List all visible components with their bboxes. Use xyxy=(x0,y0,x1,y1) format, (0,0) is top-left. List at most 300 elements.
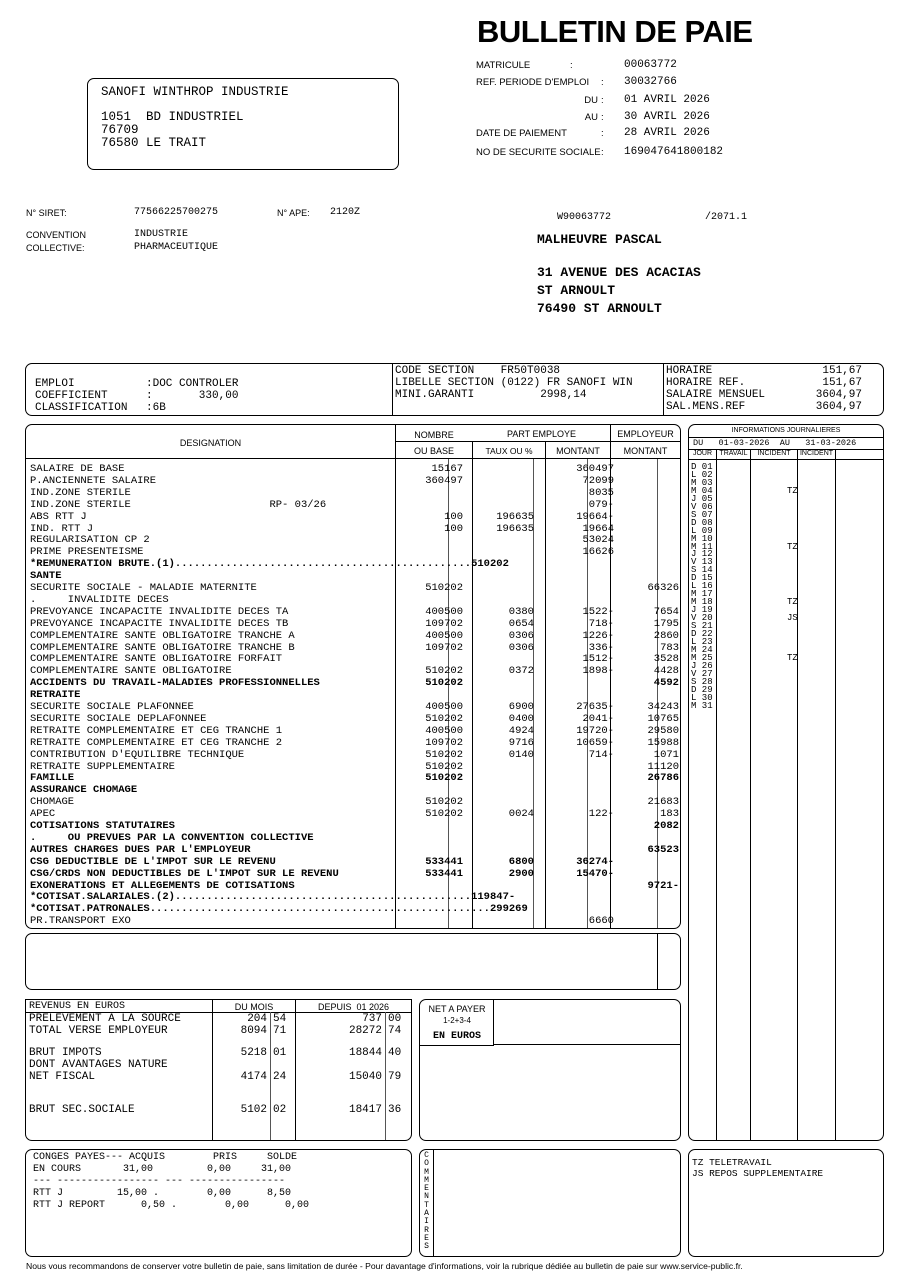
table-row xyxy=(30,891,675,903)
row-designation: ASSURANCE CHOMAGE xyxy=(30,784,138,797)
revenus-cumul-dec: 40 xyxy=(388,1047,402,1059)
table-row xyxy=(30,523,675,535)
coef-value: : 330,00 xyxy=(146,390,239,402)
row-designation: CSG/CRDS NON DEDUCTIBLES DE L'IMPOT SUR LE REVENU xyxy=(30,867,339,880)
employeur-header: EMPLOYEUR xyxy=(617,429,674,439)
journal-incident: TZ xyxy=(787,597,798,608)
header-info-label: DATE DE PAIEMENT xyxy=(476,128,567,139)
row-montant-employeur: 11120 xyxy=(647,760,679,773)
employee-ref2: /2071.1 xyxy=(705,212,748,223)
journal-day: M 25 xyxy=(691,652,713,663)
legend-tz: TZ TELETRAVAIL xyxy=(692,1157,772,1168)
designation-header: DESIGNATION xyxy=(179,438,242,448)
header-info-value: 169047641800182 xyxy=(624,146,724,158)
table-row xyxy=(30,558,675,570)
row-designation: SECURITE SOCIALE PLAFONNEE xyxy=(30,701,194,713)
conges-separator: --- ----------------- --- ---------------- xyxy=(33,1176,286,1187)
row-designation: IND.ZONE STERILE xyxy=(30,486,131,499)
journal-day: V 20 xyxy=(691,613,713,624)
table-row xyxy=(30,760,679,773)
row-montant-employe: 1512- xyxy=(582,653,614,666)
row-base: 100 xyxy=(444,510,463,523)
journal-col-incident-1: INCIDENT xyxy=(757,450,791,457)
journal-col-jour: JOUR xyxy=(692,450,713,457)
row-montant-employeur: 63523 xyxy=(647,843,679,856)
row-base: 100 xyxy=(444,522,463,535)
du-mois-header: DU MOIS xyxy=(234,1002,274,1012)
row-designation: SANTE xyxy=(30,570,62,583)
row-taux: 2900 xyxy=(508,867,534,880)
row-montant-employe: 2041- xyxy=(582,712,614,725)
net-formula: 1-2+3-4 xyxy=(443,1016,471,1025)
blank-box xyxy=(25,933,681,990)
header-info-value: 30032766 xyxy=(624,76,677,88)
journal-day: M 11 xyxy=(691,541,713,552)
journal-box xyxy=(688,424,884,1141)
row-montant-employe: 27635- xyxy=(576,701,614,713)
row-designation: PREVOYANCE INCAPACITE INVALIDITE DECES TA xyxy=(30,605,289,618)
header-info-sep: : xyxy=(601,77,604,88)
journal-day: L 09 xyxy=(691,525,713,536)
header-info-label: NO DE SECURITE SOCIALE xyxy=(476,147,601,158)
row-montant-employeur: 15988 xyxy=(647,736,679,749)
journal-incident: TZ xyxy=(787,485,798,496)
header-info-value: 01 AVRIL 2026 xyxy=(624,94,710,106)
row-montant-employeur: 66326 xyxy=(647,582,679,594)
row-montant-employe: 122- xyxy=(588,808,614,821)
row-designation: *COTISAT.SALARIALES.(2)...............................................119847- xyxy=(30,891,516,904)
revenus-cumul-int: 28272 xyxy=(348,1025,382,1037)
journal-day: J 12 xyxy=(691,549,713,560)
journal-day: D 08 xyxy=(691,517,713,528)
row-designation: PR.TRANSPORT EXO xyxy=(30,915,131,928)
montant2-header: MONTANT xyxy=(623,446,668,456)
row-montant-employeur: 26786 xyxy=(647,772,679,785)
header-info-value: 30 AVRIL 2026 xyxy=(624,111,710,123)
row-montant-employeur: 34243 xyxy=(647,701,679,713)
revenus-cumul-int: 737 xyxy=(362,1013,382,1025)
row-designation: ACCIDENTS DU TRAVAIL-MALADIES PROFESSIONNELLES xyxy=(30,677,320,690)
journal-day: D 15 xyxy=(691,573,713,584)
table-row xyxy=(30,605,679,618)
journal-day: V 06 xyxy=(691,501,713,512)
row-taux: 0024 xyxy=(508,808,534,821)
row-montant-employe: 1898- xyxy=(582,665,614,678)
row-designation: FAMILLE xyxy=(30,772,75,785)
row-taux: 0400 xyxy=(508,712,534,725)
row-montant-employe: 19720- xyxy=(576,724,614,737)
nombre-header: NOMBRE xyxy=(414,430,454,440)
row-taux: 0140 xyxy=(508,748,534,761)
table-row xyxy=(30,724,679,737)
row-taux: 196635 xyxy=(496,522,534,535)
journal-day: M 04 xyxy=(691,485,713,496)
table-row xyxy=(30,856,675,868)
header-info-label: REF. PERIODE D'EMPLOI xyxy=(476,77,590,88)
ape-label: N° APE: xyxy=(277,208,310,218)
revenus-mois-dec: 01 xyxy=(273,1047,287,1059)
journal-day: V 27 xyxy=(691,668,713,679)
horaire-ref-value: 151,67 xyxy=(822,377,862,389)
revenus-label: PRELEVEMENT A LA SOURCE xyxy=(29,1013,181,1025)
journal-day: L 23 xyxy=(691,636,713,647)
revenus-mois-dec: 71 xyxy=(273,1025,287,1037)
row-designation: P.ANCIENNETE SALAIRE xyxy=(30,474,157,487)
journal-day: L 30 xyxy=(691,692,713,703)
journal-day: D 22 xyxy=(691,628,713,639)
mini-garanti: MINI.GARANTI 2998,14 xyxy=(395,389,587,401)
row-montant-employeur: 183 xyxy=(660,808,679,821)
journal-day: M 17 xyxy=(691,589,713,600)
employee-name: MALHEUVRE PASCAL xyxy=(537,232,662,247)
revenus-mois-int: 204 xyxy=(247,1013,267,1025)
table-row xyxy=(30,570,675,582)
row-montant-employe: 1522- xyxy=(582,605,614,618)
row-montant-employe: 15470- xyxy=(576,867,614,880)
row-base: 510202 xyxy=(425,772,463,785)
montant-header: MONTANT xyxy=(556,446,600,456)
revenus-cumul-dec: 79 xyxy=(388,1071,402,1083)
table-row xyxy=(30,641,679,654)
journal-day: M 03 xyxy=(691,477,713,488)
row-designation: ABS RTT J xyxy=(30,510,87,523)
table-row xyxy=(30,879,679,892)
employee-addr2: ST ARNOULT xyxy=(537,283,616,298)
row-montant-employeur: 9721- xyxy=(647,879,679,892)
journal-day: J 26 xyxy=(691,660,713,671)
revenus-label: BRUT IMPOTS xyxy=(29,1047,102,1059)
revenus-mois-int: 5218 xyxy=(240,1047,267,1059)
journal-day: L 16 xyxy=(691,581,713,592)
revenus-cumul-int: 18844 xyxy=(348,1047,382,1059)
part-employe-header: PART EMPLOYE xyxy=(506,429,577,439)
employee-addr3: 76490 ST ARNOULT xyxy=(537,301,662,316)
table-row xyxy=(30,677,679,690)
libelle-section: LIBELLE SECTION (0122) FR SANOFI WIN xyxy=(395,377,633,389)
row-taux: 0380 xyxy=(508,605,534,618)
table-row xyxy=(30,689,675,701)
journal-day: J 05 xyxy=(691,493,713,504)
row-taux: 196635 xyxy=(496,510,534,523)
journal-day: M 24 xyxy=(691,644,713,655)
horaire-label: HORAIRE xyxy=(666,365,713,377)
row-base: 510202 xyxy=(425,808,463,821)
row-designation: RETRAITE xyxy=(30,689,81,702)
row-montant-employe: 36274- xyxy=(576,855,614,868)
revenus-label: TOTAL VERSE EMPLOYEUR xyxy=(29,1025,168,1037)
row-designation: COMPLEMENTAIRE SANTE OBLIGATOIRE FORFAIT xyxy=(30,653,283,666)
conges-rtt-j-report: RTT J REPORT 0,50 . 0,00 0,00 xyxy=(33,1200,310,1211)
table-row xyxy=(30,653,679,666)
row-base: 533441 xyxy=(425,867,463,880)
table-row xyxy=(30,511,675,523)
row-base: 510202 xyxy=(425,712,463,725)
footer-note: Nous vous recommandons de conserver votre bulletin de paie, sans limitation de durée - Pour davantage d'informations, voir la rubrique dédiée au bulletin de paie sur www.service-public.fr. xyxy=(26,1261,743,1271)
journal-day: V 13 xyxy=(691,557,713,568)
row-montant-employe: 079- xyxy=(588,498,614,511)
row-designation: RETRAITE SUPPLEMENTAIRE xyxy=(30,760,175,773)
salaire-mensuel-label: SALAIRE MENSUEL xyxy=(666,389,766,401)
revenus-title: REVENUS EN EUROS xyxy=(29,1001,126,1012)
revenus-mois-dec: 02 xyxy=(273,1104,287,1116)
row-base: 109702 xyxy=(425,617,463,630)
header-info-label: DU xyxy=(584,95,598,106)
journal-period: DU 01-03-2026 AU 31-03-2026 xyxy=(693,438,857,448)
header-info-sep: : xyxy=(601,128,604,139)
row-designation: IND.ZONE STERILE RP- 03/26 xyxy=(30,498,327,511)
taux-header: TAUX OU % xyxy=(485,446,533,456)
row-taux: 4924 xyxy=(508,724,534,737)
revenus-label: BRUT SEC.SOCIALE xyxy=(29,1104,135,1116)
row-montant-employeur: 2860 xyxy=(653,629,679,642)
row-base: 510202 xyxy=(425,760,463,773)
row-montant-employe: 714- xyxy=(588,748,614,761)
conges-rtt-j: RTT J 15,00 . 0,00 8,50 xyxy=(33,1188,292,1199)
row-taux: 0306 xyxy=(508,629,534,642)
commentaires-text: COMMENTAIRES xyxy=(424,1151,429,1252)
table-row xyxy=(30,748,679,761)
row-montant-employe: 72099 xyxy=(582,474,614,487)
convention-value-1: INDUSTRIE xyxy=(134,229,189,240)
journal-col-incident-2: INCIDENT xyxy=(799,450,834,457)
header-info-sep: : xyxy=(601,147,604,158)
ape-value: 2120Z xyxy=(330,207,361,218)
row-montant-employeur: 4592 xyxy=(653,677,679,690)
emploi-value: :DOC CONTROLER xyxy=(146,378,239,390)
journal-day: M 31 xyxy=(691,700,713,711)
horaire-value: 151,67 xyxy=(822,365,862,377)
siret-value: 77566225700275 xyxy=(134,207,219,218)
convention-label-1: CONVENTION xyxy=(26,230,87,240)
row-montant-employeur: 10765 xyxy=(647,712,679,725)
journal-day: S 21 xyxy=(691,621,713,631)
row-taux: 0654 xyxy=(508,617,534,630)
revenus-cumul-dec: 74 xyxy=(388,1025,402,1037)
row-montant-employeur: 7654 xyxy=(653,605,679,618)
row-designation: COMPLEMENTAIRE SANTE OBLIGATOIRE TRANCHE A xyxy=(30,629,295,642)
net-currency: EN EUROS xyxy=(432,1031,481,1042)
row-montant-employe: 53024 xyxy=(582,534,614,547)
row-montant-employeur: 1795 xyxy=(653,617,679,630)
employer-name: SANOFI WINTHROP INDUSTRIE xyxy=(101,85,289,99)
row-designation: EXONERATIONS ET ALLEGEMENTS DE COTISATIONS xyxy=(30,879,295,892)
ou-base-header: OU BASE xyxy=(413,446,454,456)
table-row xyxy=(30,915,675,927)
row-taux: 6800 xyxy=(508,855,534,868)
row-base: 360497 xyxy=(425,474,463,487)
table-row xyxy=(30,665,679,678)
row-base: 510202 xyxy=(425,582,463,594)
header-info-label: AU xyxy=(584,112,598,123)
header-info-sep: : xyxy=(601,112,604,123)
revenus-mois-dec: 54 xyxy=(273,1013,287,1025)
journal-day: M 18 xyxy=(691,597,713,608)
journal-col-travail: TRAVAIL xyxy=(719,450,748,457)
revenus-label: NET FISCAL xyxy=(29,1071,96,1083)
row-montant-employe: 19664 xyxy=(582,522,614,535)
row-base: 400500 xyxy=(425,701,463,713)
journal-incident: TZ xyxy=(787,652,798,663)
row-montant-employe: 718- xyxy=(588,617,614,630)
classif-label: CLASSIFICATION xyxy=(35,402,128,414)
table-row xyxy=(30,712,679,725)
row-base: 510202 xyxy=(425,665,463,678)
row-montant-employeur: 21683 xyxy=(647,796,679,809)
header-info-sep: : xyxy=(570,60,573,71)
journal-day: L 02 xyxy=(691,469,713,480)
table-row xyxy=(30,582,679,594)
row-designation: CSG DEDUCTIBLE DE L'IMPOT SUR LE REVENU xyxy=(30,855,276,868)
table-row xyxy=(30,546,675,558)
row-base: 400500 xyxy=(425,605,463,618)
journal-title: INFORMATIONS JOURNALIERES xyxy=(731,427,841,434)
row-montant-employe: 6660 xyxy=(588,915,614,928)
commentaires-label xyxy=(420,1152,433,1252)
journal-day: M 10 xyxy=(691,533,713,544)
row-base: 400500 xyxy=(425,724,463,737)
row-designation: AUTRES CHARGES DUES PAR L'EMPLOYEUR xyxy=(30,843,251,856)
row-designation: *COTISAT.PATRONALES......................................................299269 xyxy=(30,903,528,916)
table-row xyxy=(30,843,679,856)
convention-label-2: COLLECTIVE: xyxy=(26,243,85,253)
table-row xyxy=(30,796,679,809)
revenus-cumul-dec: 36 xyxy=(388,1104,402,1116)
employer-address2: 76709 xyxy=(101,123,139,137)
row-designation: COMPLEMENTAIRE SANTE OBLIGATOIRE xyxy=(30,665,232,678)
row-designation: RETRAITE COMPLEMENTAIRE ET CEG TRANCHE 2 xyxy=(30,736,283,749)
header-info-sep: : xyxy=(601,95,604,106)
revenus-cumul-int: 18417 xyxy=(348,1104,382,1116)
row-taux: 6900 xyxy=(508,701,534,713)
table-row xyxy=(30,772,679,785)
table-row xyxy=(30,868,675,880)
conges-en-cours: EN COURS 31,00 0,00 31,00 xyxy=(33,1164,292,1175)
code-section: CODE SECTION FR50T0038 xyxy=(395,365,561,377)
header-info-label: MATRICULE xyxy=(476,60,531,71)
row-montant-employe: 19664- xyxy=(576,510,614,523)
row-designation: . INVALIDITE DECES xyxy=(30,593,169,606)
legend-js: JS REPOS SUPPLEMENTAIRE xyxy=(692,1168,824,1179)
convention-value-2: PHARMACEUTIQUE xyxy=(134,242,219,253)
row-designation: SECURITE SOCIALE - MALADIE MATERNITE xyxy=(30,582,257,594)
employee-ref: W90063772 xyxy=(557,212,612,223)
coef-label: COEFFICIENT xyxy=(35,390,108,402)
row-montant-employe: 336- xyxy=(588,641,614,654)
row-montant-employe: 16626 xyxy=(582,546,614,559)
row-taux: 0306 xyxy=(508,641,534,654)
classif-value: :6B xyxy=(146,402,166,414)
journal-day: J 19 xyxy=(691,605,713,616)
revenus-cumul-int: 15040 xyxy=(348,1071,382,1083)
employer-address3: 76580 LE TRAIT xyxy=(101,136,207,150)
table-row xyxy=(30,832,675,844)
row-taux: 0372 xyxy=(508,665,534,678)
row-designation: IND. RTT J xyxy=(30,522,94,535)
revenus-label: DONT AVANTAGES NATURE xyxy=(29,1059,168,1071)
page-title: BULLETIN DE PAIE xyxy=(477,14,753,49)
row-designation: COMPLEMENTAIRE SANTE OBLIGATOIRE TRANCHE B xyxy=(30,641,295,654)
header-info-value: 00063772 xyxy=(624,59,677,71)
header-info-value: 28 AVRIL 2026 xyxy=(624,127,710,139)
row-designation: CONTRIBUTION D'EQUILIBRE TECHNIQUE xyxy=(30,748,245,761)
table-row xyxy=(30,463,675,475)
sal-mens-ref-label: SAL.MENS.REF xyxy=(666,401,746,413)
row-base: 533441 xyxy=(425,855,463,868)
row-designation: PRIME PRESENTEISME xyxy=(30,546,144,559)
row-montant-employe: 1226- xyxy=(582,629,614,642)
row-designation: *REMUNERATION BRUTE.(1)...............................................510202 xyxy=(30,558,509,571)
horaire-ref-label: HORAIRE REF. xyxy=(666,377,746,389)
row-taux: 9716 xyxy=(508,736,534,749)
table-row xyxy=(30,808,679,821)
row-montant-employeur: 4428 xyxy=(653,665,679,678)
table-row xyxy=(30,617,679,630)
net-a-payer-label: NET A PAYER xyxy=(428,1004,486,1014)
employee-addr1: 31 AVENUE DES ACACIAS xyxy=(537,265,701,280)
journal-incident: JS xyxy=(787,613,798,624)
row-montant-employeur: 29580 xyxy=(647,724,679,737)
table-row xyxy=(30,736,679,749)
revenus-mois-int: 4174 xyxy=(240,1071,267,1083)
revenus-mois-dec: 24 xyxy=(273,1071,287,1083)
row-designation: RETRAITE COMPLEMENTAIRE ET CEG TRANCHE 1 xyxy=(30,724,283,737)
table-row xyxy=(30,499,675,511)
row-montant-employeur: 783 xyxy=(660,641,679,654)
journal-day: S 28 xyxy=(691,676,713,687)
row-designation: SALAIRE DE BASE xyxy=(30,463,125,475)
journal-day: D 29 xyxy=(691,684,713,695)
table-row xyxy=(30,534,675,546)
revenus-cumul-dec: 00 xyxy=(388,1013,402,1025)
payslip-lines xyxy=(30,463,679,928)
row-designation: REGULARISATION CP 2 xyxy=(30,534,150,547)
table-row xyxy=(30,701,679,713)
employer-address1: 1051 BD INDUSTRIEL xyxy=(101,110,244,124)
revenus-mois-int: 8094 xyxy=(240,1025,267,1037)
row-base: 510202 xyxy=(425,796,463,809)
row-base: 109702 xyxy=(425,736,463,749)
table-row xyxy=(30,594,675,606)
row-designation: SECURITE SOCIALE DEPLAFONNEE xyxy=(30,712,207,725)
salaire-mensuel-value: 3604,97 xyxy=(815,389,862,401)
table-row xyxy=(30,820,679,832)
table-row xyxy=(30,903,675,915)
row-designation: APEC xyxy=(30,808,56,821)
journal-incident: TZ xyxy=(787,541,798,552)
table-row xyxy=(30,475,675,487)
table-row xyxy=(30,784,675,796)
row-designation: COTISATIONS STATUTAIRES xyxy=(30,820,175,832)
journal-day: S 07 xyxy=(691,509,713,520)
journal-day: S 14 xyxy=(691,565,713,576)
conges-header: CONGES PAYES--- ACQUIS PRIS SOLDE xyxy=(33,1152,298,1163)
depuis-header: DEPUIS 01 2026 xyxy=(317,1002,390,1012)
row-montant-employe: 8035 xyxy=(588,486,614,499)
row-designation: . OU PREVUES PAR LA CONVENTION COLLECTIVE xyxy=(30,831,314,844)
row-montant-employe: 360497 xyxy=(576,463,614,475)
row-base: 109702 xyxy=(425,641,463,654)
row-base: 400500 xyxy=(425,629,463,642)
row-base: 510202 xyxy=(425,748,463,761)
table-row xyxy=(30,629,679,642)
row-designation: PREVOYANCE INCAPACITE INVALIDITE DECES TB xyxy=(30,617,289,630)
table-row xyxy=(30,487,675,499)
siret-label: N° SIRET: xyxy=(26,208,67,218)
sal-mens-ref-value: 3604,97 xyxy=(815,401,862,413)
emploi-label: EMPLOI xyxy=(35,378,75,390)
row-montant-employeur: 1071 xyxy=(653,748,679,761)
row-designation: CHOMAGE xyxy=(30,796,75,809)
